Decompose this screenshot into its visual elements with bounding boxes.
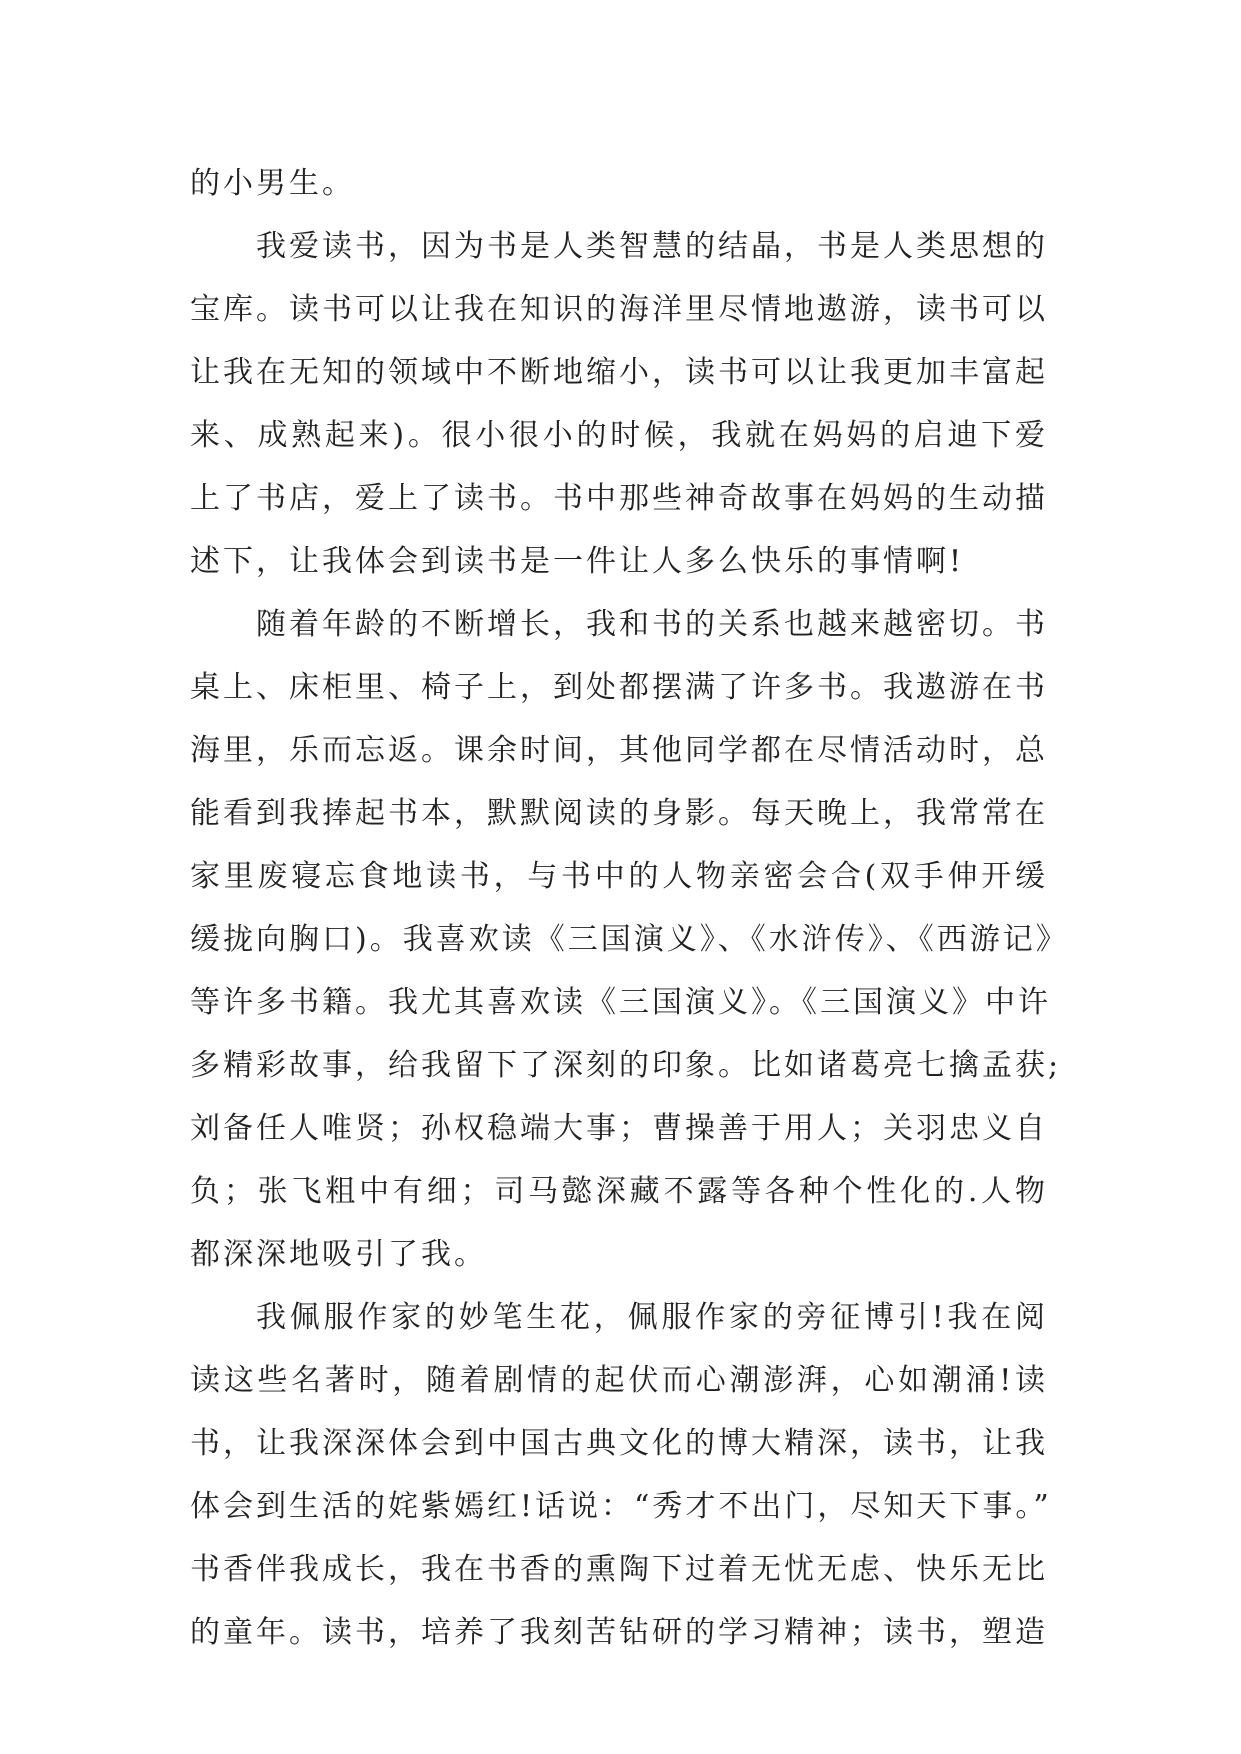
text-line: 都深深地吸引了我。 [190, 1237, 487, 1272]
text-line: 等许多书籍。我尤其喜欢读《三国演义》。《三国演义》中许 [190, 985, 1051, 1020]
text-line: 书香伴我成长，我在书香的熏陶下过着无忧无虑、快乐无比 [190, 1552, 1048, 1587]
text-line: 我爱读书，因为书是人类智慧的结晶，书是人类思想的 [256, 229, 1048, 264]
text-line: 我佩服作家的妙笔生花，佩服作家的旁征博引!我在阅 [256, 1300, 1048, 1335]
text-line: 述下，让我体会到读书是一件让人多么快乐的事情啊! [190, 544, 965, 579]
text-line: 宝库。读书可以让我在知识的海洋里尽情地遨游，读书可以 [190, 292, 1048, 327]
text-line: 来、成熟起来)。很小很小的时候，我就在妈妈的启迪下爱 [190, 418, 1048, 453]
text-line: 体会到生活的姹紫嫣红!话说：“秀才不出门，尽知天下事。” [190, 1489, 1052, 1524]
text-line: 海里，乐而忘返。课余时间，其他同学都在尽情活动时，总 [190, 733, 1048, 768]
text-line: 刘备任人唯贤；孙权稳端大事；曹操善于用人；关羽忠义自 [190, 1111, 1048, 1146]
text-line: 的小男生。 [190, 166, 355, 201]
text-line: 上了书店，爱上了读书。书中那些神奇故事在妈妈的生动描 [190, 481, 1048, 516]
text-line: 缓拢向胸口)。我喜欢读《三国演义》、《水浒传》、《西游记》 [190, 922, 1069, 957]
text-line: 负；张飞粗中有细；司马懿深藏不露等各种个性化的.人物 [190, 1174, 1048, 1209]
text-line: 随着年龄的不断增长，我和书的关系也越来越密切。书 [256, 607, 1048, 642]
text-line: 书，让我深深体会到中国古典文化的博大精深，读书，让我 [190, 1426, 1048, 1461]
body-text [190, 152, 1069, 1664]
text-line: 家里废寝忘食地读书，与书中的人物亲密会合(双手伸开缓 [190, 859, 1048, 894]
text-line: 的童年。读书，培养了我刻苦钻研的学习精神；读书，塑造 [190, 1615, 1048, 1650]
text-line: 能看到我捧起书本，默默阅读的身影。每天晚上，我常常在 [190, 796, 1048, 831]
text-line: 桌上、床柜里、椅子上，到处都摆满了许多书。我遨游在书 [190, 670, 1048, 705]
text-line: 让我在无知的领域中不断地缩小，读书可以让我更加丰富起 [190, 355, 1048, 390]
text-line: 读这些名著时，随着剧情的起伏而心潮澎湃，心如潮涌!读 [190, 1363, 1048, 1398]
text-line: 多精彩故事，给我留下了深刻的印象。比如诸葛亮七擒孟获; [190, 1048, 1062, 1083]
